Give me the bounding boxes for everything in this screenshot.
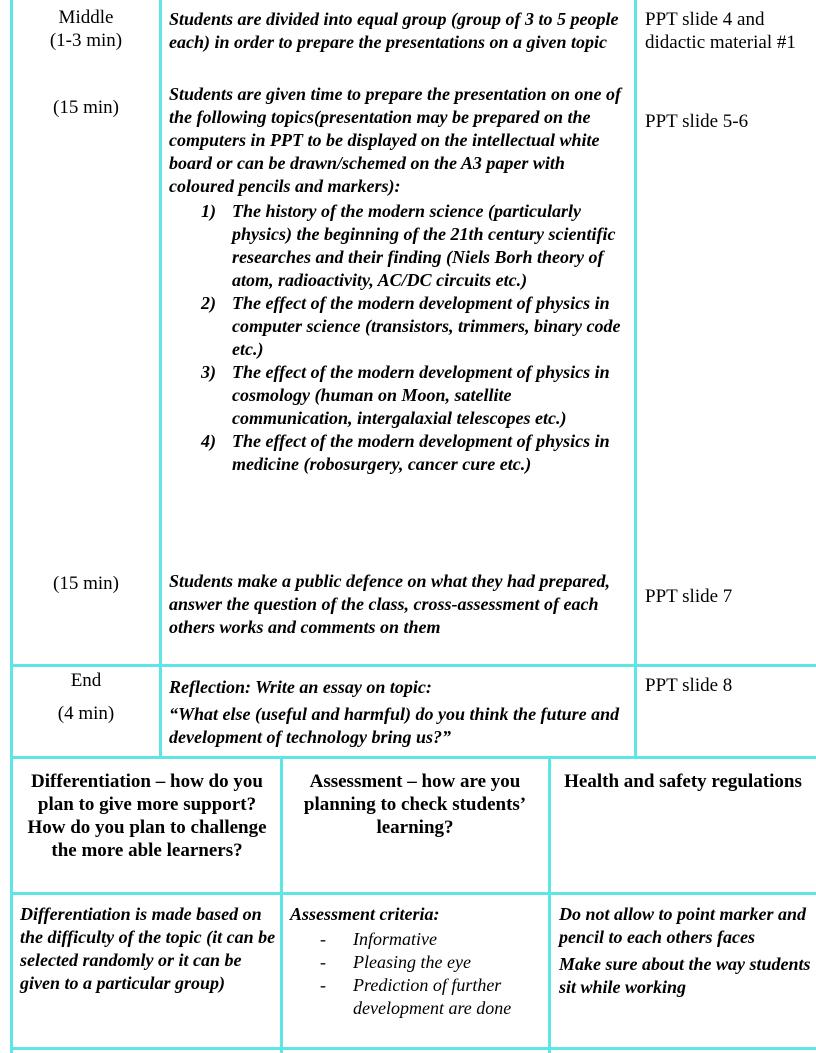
topic-number: 2) xyxy=(201,293,216,313)
dash-bullet: - xyxy=(320,952,326,972)
list-item xyxy=(290,951,548,974)
time-label-3: (15 min) xyxy=(53,573,119,594)
activity-public-defence: Students make a public defence on what they had prepared, answer the question of the class, cross-assessment of each others works and comments on them xyxy=(169,571,610,637)
activity-presentation-text: Students are given time to prepare the presentation on one of the following topics(presentation may be prepared on the computers in PPT to be displayed on the intellectual white board or can be drawn/schemed on the A3 paper with coloured pencils and markers): xyxy=(169,84,622,196)
safety-block xyxy=(559,903,814,999)
table-divider xyxy=(10,756,816,759)
top-table-col-divider-2 xyxy=(634,0,637,758)
stage-time: (4 min) xyxy=(57,703,115,724)
topic-text: The effect of the modern development of physics in computer science (transistors, trimmers, binary code etc.) xyxy=(232,293,621,359)
bottom-table-col-divider-1 xyxy=(280,756,283,1053)
dash-bullet: - xyxy=(320,975,326,995)
assessment-criteria-list xyxy=(290,928,548,1020)
stage-label: Middle xyxy=(58,7,114,28)
resource-end: PPT slide 8 xyxy=(645,675,733,696)
list-item xyxy=(169,292,629,361)
list-item xyxy=(169,361,629,430)
differentiation-text: Differentiation is made based on the difficulty of the topic (it can be selected randomly or it can be given to a particular group) xyxy=(20,904,276,993)
criterion-text: Pleasing the eye xyxy=(353,952,471,972)
stage-label: End xyxy=(70,670,102,691)
list-item xyxy=(169,200,629,292)
list-item xyxy=(290,974,548,1020)
topic-number: 1) xyxy=(201,201,216,221)
bottom-table-left-border xyxy=(10,756,13,1053)
assessment-block xyxy=(290,903,548,1020)
topic-text: The effect of the modern development of physics in cosmology (human on Moon, satellite communication, intergalaxial telescopes etc.) xyxy=(232,362,610,428)
criterion-text: Prediction of further development are done xyxy=(353,975,512,1018)
topic-number: 4) xyxy=(201,431,216,451)
list-item xyxy=(290,928,548,951)
bottom-table-col-divider-2 xyxy=(548,756,551,1053)
header-differentiation: Differentiation – how do you plan to give more support? How do you plan to challenge the more able learners? xyxy=(27,771,267,861)
safety-rule-2: Make sure about the way students sit while working xyxy=(559,954,811,997)
row-divider-middle-end xyxy=(10,664,816,667)
topic-text: The history of the modern science (particularly physics) the beginning of the 21th century scientific researches and their finding (Niels Borh theory of atom, radioactivity, AC/DC circuits etc.) xyxy=(232,201,616,290)
activity-group-division: Students are divided into equal group (group of 3 to 5 people each) in order to prepare the presentations on a given topic xyxy=(169,9,619,52)
bottom-header-divider xyxy=(10,892,816,895)
topic-text: The effect of the modern development of physics in medicine (robosurgery, cancer cure etc.) xyxy=(232,431,610,474)
reflection-title: Reflection: Write an essay on topic: xyxy=(169,677,432,697)
list-item xyxy=(169,430,629,476)
dash-bullet: - xyxy=(320,929,326,949)
activity-presentation-prep xyxy=(169,83,629,476)
resource-1: PPT slide 4 and didactic material #1 xyxy=(645,9,796,53)
assessment-title: Assessment criteria: xyxy=(290,904,440,924)
stage-end xyxy=(13,669,159,725)
safety-rule-1: Do not allow to point marker and pencil to each others faces xyxy=(559,904,807,947)
header-health-safety: Health and safety regulations xyxy=(564,771,802,792)
criterion-text: Informative xyxy=(353,929,437,949)
activity-reflection xyxy=(169,676,629,749)
time-label-2: (15 min) xyxy=(53,97,119,118)
topic-number: 3) xyxy=(201,362,216,382)
stage-time: (1-3 min) xyxy=(49,30,123,51)
stage-middle xyxy=(13,6,159,52)
header-assessment: Assessment – how are you planning to check students’ learning? xyxy=(303,771,527,838)
top-table-col-divider-1 xyxy=(159,0,162,758)
reflection-question: “What else (useful and harmful) do you think the future and development of technology bring us?” xyxy=(169,704,620,747)
topic-list xyxy=(169,200,629,476)
resource-2: PPT slide 5-6 xyxy=(645,111,749,132)
resource-3: PPT slide 7 xyxy=(645,586,733,607)
bottom-border xyxy=(10,1047,816,1050)
